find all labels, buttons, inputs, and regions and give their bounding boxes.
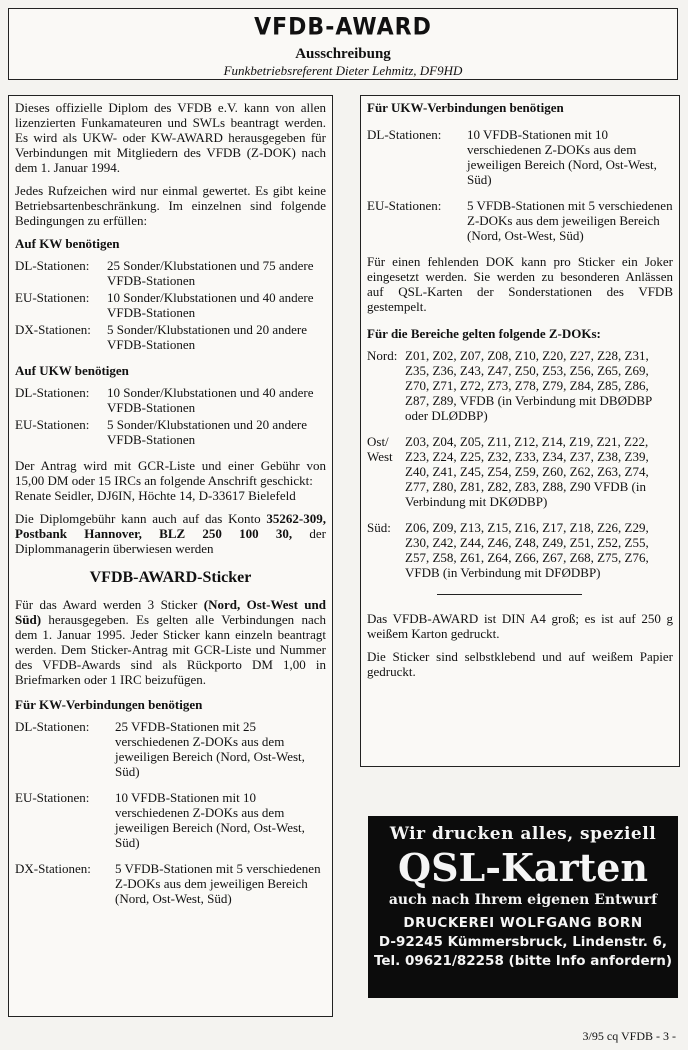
account-text: der Diplommanagerin überwiesen werden <box>15 526 326 556</box>
requirement-row <box>15 861 326 906</box>
intro-paragraph: Dieses offizielle Diplom des VFDB e.V. kann von allen lizenzierten Funkamateuren und SWLs beantragt werden. Es wird als UKW- oder KW-AWARD herausgegeben für Verbindungen mit Mitgliedern des VFDB (Z-DOK) nach dem 1. Januar 1994. <box>15 100 326 175</box>
article-author: Funkbetriebsreferent Dieter Lehmitz, DF9HD <box>223 63 463 78</box>
zdok-values: Z01, Z02, Z07, Z08, Z10, Z20, Z27, Z28, Z31, Z35, Z36, Z43, Z47, Z50, Z53, Z56, Z65, Z69, Z70, Z71, Z72, Z73, Z78, Z79, Z84, Z85, Z86, Z87, Z89, VFDB (in Verbindung mit DBØDBP oder DLØDBP) <box>405 348 652 423</box>
ukw-requirements <box>15 385 326 447</box>
ad-headline: QSL-Karten <box>397 845 649 890</box>
ukw-heading: Auf UKW benötigen <box>15 363 129 378</box>
account-paragraph <box>15 511 326 556</box>
requirement-text: 5 VFDB-Stationen mit 5 verschiedenen Z-DOKs aus dem jeweiligen Bereich (Nord, Ost-West, Süd) <box>115 861 321 906</box>
rules-paragraph: Jedes Rufzeichen wird nur einmal gewertet. Es gibt keine Betriebsartenbeschränkung. Im einzelnen sind folgende Bedingungen zu erfüllen: <box>15 183 326 228</box>
region-label: Nord: <box>367 348 398 363</box>
left-column-box <box>8 95 333 1017</box>
requirement-row <box>367 198 673 243</box>
ad-phone: Tel. 09621/82258 (bitte Info anfordern) <box>373 953 673 969</box>
requirement-row <box>367 127 673 187</box>
sticker-text: Für das Award werden 3 Sticker <box>15 597 204 612</box>
sticker-heading: VFDB-AWARD-Sticker <box>89 569 252 586</box>
ukw-sticker-requirements <box>367 127 673 243</box>
requirement-text: 5 Sonder/Klubstationen und 20 andere VFDB-Stationen <box>107 417 308 447</box>
zdok-values: Z03, Z04, Z05, Z11, Z12, Z14, Z19, Z21, Z22, Z23, Z24, Z25, Z32, Z33, Z34, Z37, Z38, Z39, Z40, Z41, Z45, Z54, Z59, Z60, Z62, Z63, Z74, Z77, Z80, Z81, Z82, Z83, Z88, Z90 VFDB (in Verbindung mit DKØDBP) <box>405 434 649 509</box>
requirement-text: 10 VFDB-Stationen mit 10 verschiedenen Z-DOKs aus dem jeweiligen Bereich (Nord, Ost-West, Süd) <box>115 790 305 850</box>
requirement-text: 10 Sonder/Klubstationen und 40 andere VFDB-Stationen <box>107 385 314 415</box>
zdok-values: Z06, Z09, Z13, Z15, Z16, Z17, Z18, Z26, Z29, Z30, Z42, Z44, Z46, Z48, Z49, Z51, Z52, Z55, Z57, Z58, Z61, Z64, Z66, Z67, Z68, Z75, Z76, VFDB (in Verbindung mit DFØDBP) <box>405 520 649 580</box>
sticker-note-paragraph: Die Sticker sind selbstklebend und auf weißem Papier gedruckt. <box>367 649 673 679</box>
zdok-list <box>367 348 673 580</box>
sticker-paragraph <box>15 597 326 687</box>
requirement-row <box>15 719 326 779</box>
format-paragraph: Das VFDB-AWARD ist DIN A4 groß; es ist auf 250 g weißem Karton gedruckt. <box>367 611 673 641</box>
zdok-heading: Für die Bereiche gelten folgende Z-DOKs: <box>367 326 601 341</box>
requirement-row <box>15 290 326 320</box>
zdok-region-row <box>367 520 673 580</box>
station-label: DL-Stationen: <box>15 719 90 734</box>
station-label: DL-Stationen: <box>367 127 442 142</box>
station-label: EU-Stationen: <box>15 417 90 432</box>
article-header <box>8 8 678 80</box>
requirement-text: 25 Sonder/Klubstationen und 75 andere VFDB-Stationen <box>107 258 314 288</box>
account-number: 35262-309, Postbank Hannover, BLZ 250 100 30, <box>15 511 326 541</box>
kw-sticker-heading: Für KW-Verbindungen benötigen <box>15 697 203 712</box>
station-label: DX-Stationen: <box>15 861 91 876</box>
sticker-regions: (Nord, Ost-West und Süd) <box>15 597 326 627</box>
kw-sticker-requirements <box>15 719 326 906</box>
kw-requirements <box>15 258 326 352</box>
requirement-row <box>15 417 326 447</box>
ukw-sticker-heading: Für UKW-Verbindungen benötigen <box>367 100 564 115</box>
account-text: Die Diplomgebühr kann auch auf das Konto <box>15 511 267 526</box>
application-paragraph: Der Antrag wird mit GCR-Liste und einer Gebühr von 15,00 DM oder 15 IRCs an folgende Anschrift geschickt: <box>15 458 326 488</box>
station-label: DL-Stationen: <box>15 258 90 273</box>
right-column-box <box>360 95 680 767</box>
ad-company: DRUCKEREI WOLFGANG BORN <box>403 915 643 931</box>
zdok-region-row <box>367 434 673 509</box>
requirement-row <box>15 790 326 850</box>
requirement-row <box>15 322 326 352</box>
station-label: DL-Stationen: <box>15 385 90 400</box>
station-label: DX-Stationen: <box>15 322 91 337</box>
station-label: EU-Stationen: <box>367 198 442 213</box>
station-label: EU-Stationen: <box>15 290 90 305</box>
requirement-text: 5 Sonder/Klubstationen und 20 andere VFDB-Stationen <box>107 322 308 352</box>
requirement-text: 25 VFDB-Stationen mit 25 verschiedenen Z-DOKs aus dem jeweiligen Bereich (Nord, Ost-West, Süd) <box>115 719 305 779</box>
requirement-row <box>15 385 326 415</box>
requirement-text: 10 Sonder/Klubstationen und 40 andere VFDB-Stationen <box>107 290 314 320</box>
requirement-row <box>15 258 326 288</box>
article-subtitle: Ausschreibung <box>295 46 391 62</box>
ad-tagline: Wir drucken alles, speziell <box>389 824 657 844</box>
region-label: Ost/ West <box>367 434 393 464</box>
article-title: VFDB-AWARD <box>254 13 432 42</box>
kw-heading: Auf KW benötigen <box>15 236 120 251</box>
region-label: Süd: <box>367 520 391 535</box>
ad-address: D-92245 Kümmersbruck, Lindenstr. 6, <box>378 934 668 950</box>
section-divider <box>437 594 582 595</box>
ad-subline: auch nach Ihrem eigenen Entwurf <box>388 892 658 908</box>
zdok-region-row <box>367 348 673 423</box>
qsl-advertisement <box>368 816 678 998</box>
joker-paragraph: Für einen fehlenden DOK kann pro Sticker ein Joker eingesetzt werden. Sie werden zu besonderen Anlässen auf QSL-Karten der Sonderstationen des VFDB gestempelt. <box>367 254 673 314</box>
station-label: EU-Stationen: <box>15 790 90 805</box>
requirement-text: 5 VFDB-Stationen mit 5 verschiedenen Z-DOKs aus dem jeweiligen Bereich (Nord, Ost-West, Süd) <box>467 198 673 243</box>
address-line: Renate Seidler, DJ6IN, Höchte 14, D-33617 Bielefeld <box>15 488 296 503</box>
page-footer: 3/95 cq VFDB - 3 - <box>582 1029 676 1043</box>
sticker-text: herausgegeben. Es gelten alle Verbindungen nach dem 1. Januar 1995. Jeder Sticker kann einzeln beantragt werden. Dem Sticker-Antrag mit GCR-Liste und Nummer des VFDB-Awards sind als Rückporto DM 1,00 in Briefmarken oder 1 IRC beizufügen. <box>15 612 326 687</box>
requirement-text: 10 VFDB-Stationen mit 10 verschiedenen Z-DOKs aus dem jeweiligen Bereich (Nord, Ost-West, Süd) <box>467 127 657 187</box>
